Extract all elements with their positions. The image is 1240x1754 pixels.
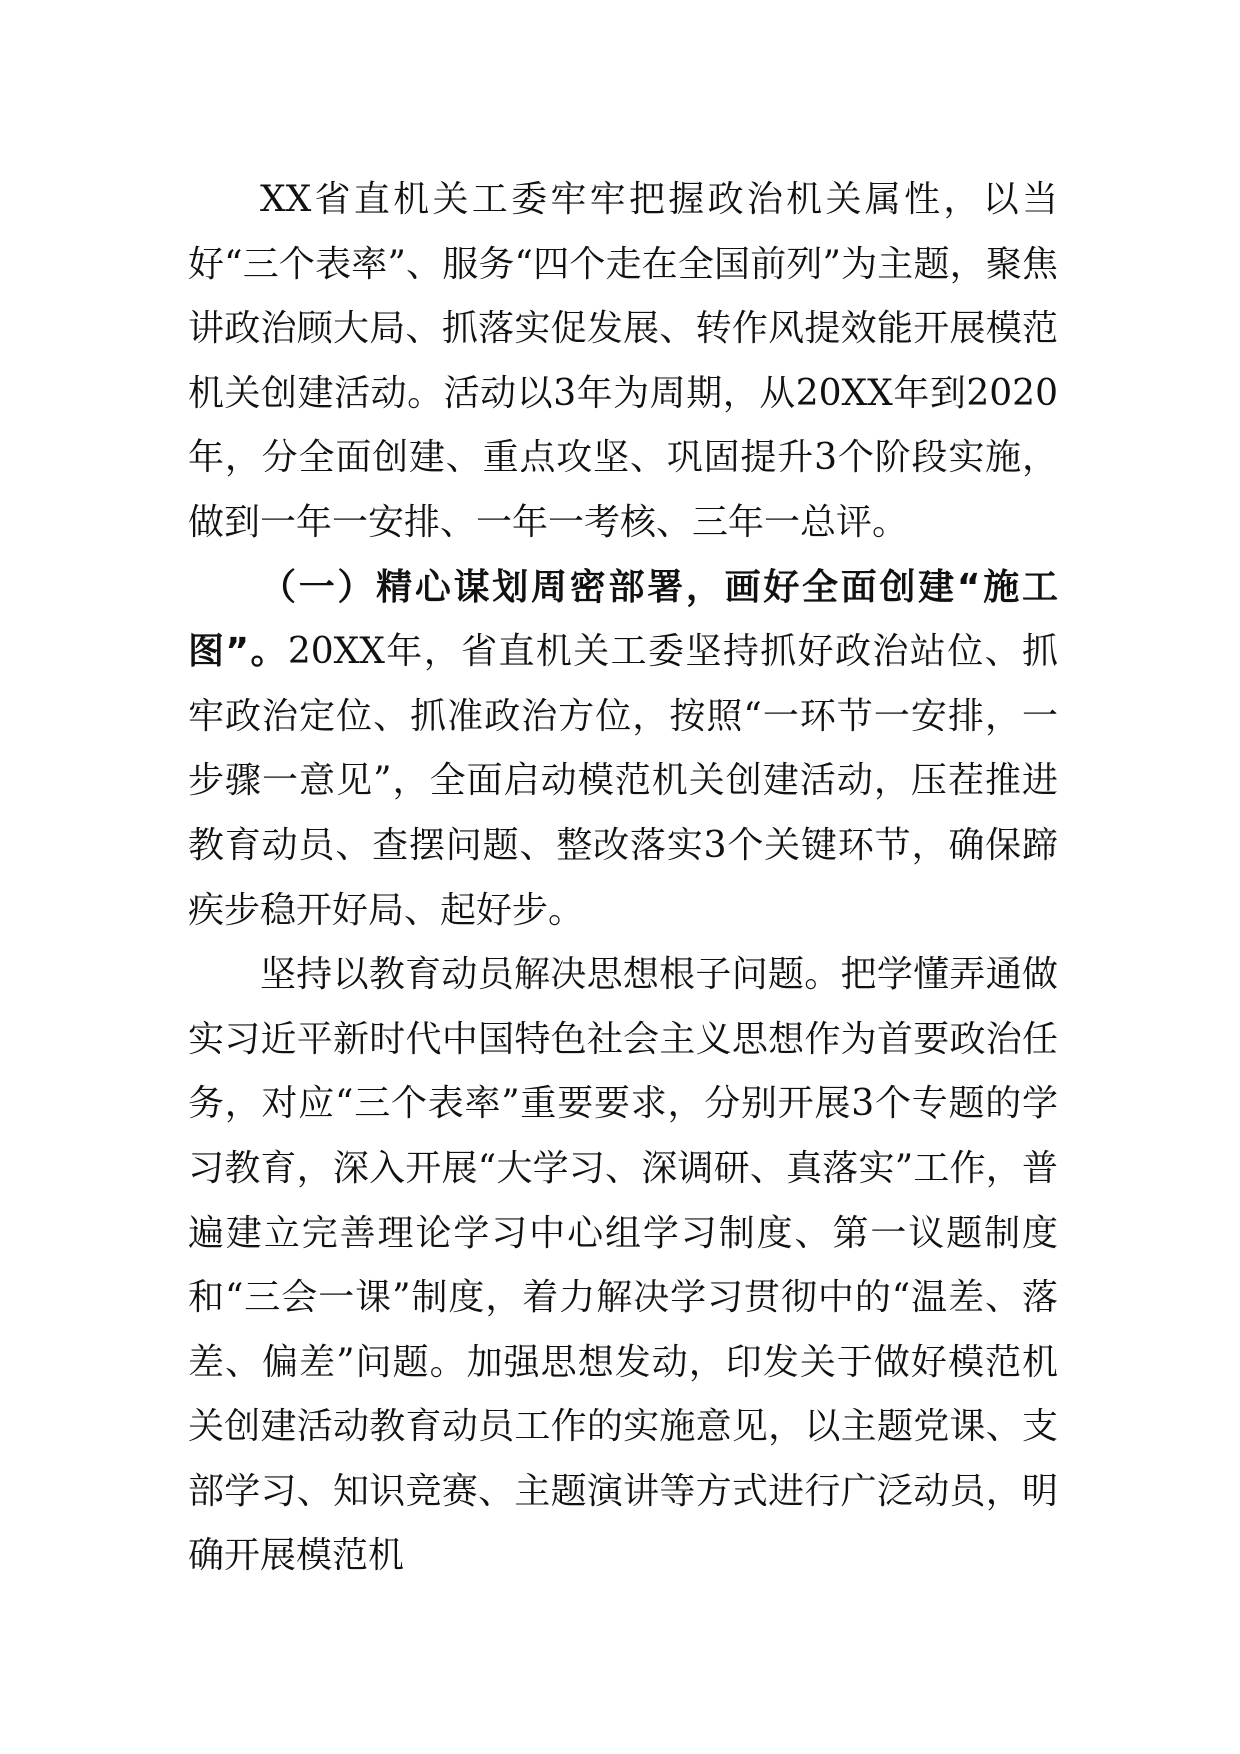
paragraph-intro — [188, 168, 1058, 556]
paragraph-section-one — [188, 556, 1058, 944]
document-body — [188, 168, 1058, 1589]
paragraph-education-text: 坚持以教育动员解决思想根子问题。把学懂弄通做实习近平新时代中国特色社会主义思想作为首要政治任务，对应“三个表率”重要要求，分别开展3个专题的学习教育，深入开展“大学习、深调研、真落实”工作，普遍建立完善理论学习中心组学习制度、第一议题制度和“三会一课”制度，着力解决学习贯彻中的“温差、落差、偏差”问题。加强思想发动，印发关于做好模范机关创建活动教育动员工作的实施意见，以主题党课、支部学习、知识竞赛、主题演讲等方式进行广泛动员，明确开展模范机 — [188, 954, 1058, 1577]
paragraph-intro-text: XX省直机关工委牢牢把握政治机关属性，以当好“三个表率”、服务“四个走在全国前列”为主题，聚焦讲政治顾大局、抓落实促发展、转作风提效能开展模范机关创建活动。活动以3年为周期，从20XX年到2020年，分全面创建、重点攻坚、巩固提升3个阶段实施，做到一年一安排、一年一考核、三年一总评。 — [188, 179, 1058, 543]
paragraph-section-one-text: 20XX年，省直机关工委坚持抓好政治站位、抓牢政治定位、抓准政治方位，按照“一环节一安排，一步骤一意见”，全面启动模范机关创建活动，压茬推进教育动员、查摆问题、整改落实3个关键环节，确保蹄疾步稳开好局、起好步。 — [188, 631, 1058, 931]
paragraph-education — [188, 943, 1058, 1589]
section-heading: （一）精心谋划周密部署，画好全面创建“施工图”。 — [188, 566, 1058, 673]
